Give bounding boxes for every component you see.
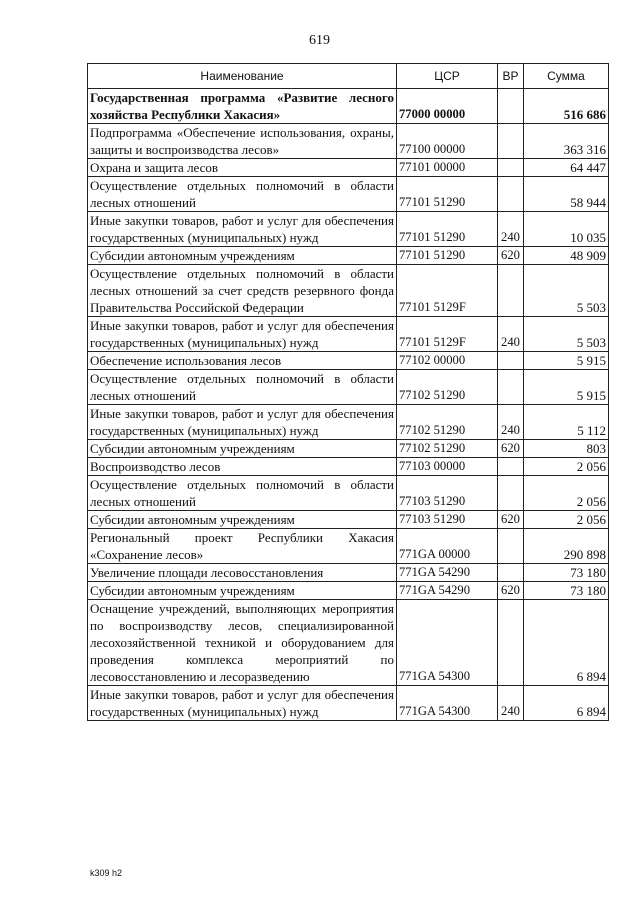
row-name: Осуществление отдельных полномочий в области лесных отношений xyxy=(88,177,397,212)
table-header-row xyxy=(88,64,609,89)
row-sum: 58 944 xyxy=(524,177,609,212)
table-row xyxy=(88,212,609,247)
table-row xyxy=(88,124,609,159)
table-body xyxy=(88,89,609,721)
row-csr: 77103 00000 xyxy=(397,458,498,476)
row-vr xyxy=(498,177,524,212)
row-vr: 240 xyxy=(498,405,524,440)
row-sum: 803 xyxy=(524,440,609,458)
row-vr xyxy=(498,159,524,177)
row-sum: 5 915 xyxy=(524,352,609,370)
row-sum: 290 898 xyxy=(524,529,609,564)
row-vr: 240 xyxy=(498,212,524,247)
row-csr: 77103 51290 xyxy=(397,511,498,529)
row-csr: 77101 00000 xyxy=(397,159,498,177)
row-csr: 771GA 54290 xyxy=(397,582,498,600)
table-row xyxy=(88,476,609,511)
row-csr: 77101 51290 xyxy=(397,177,498,212)
row-vr xyxy=(498,458,524,476)
row-name: Региональный проект Республики Хакасия «Сохранение лесов» xyxy=(88,529,397,564)
row-vr xyxy=(498,564,524,582)
row-name: Осуществление отдельных полномочий в области лесных отношений xyxy=(88,476,397,511)
row-sum: 2 056 xyxy=(524,511,609,529)
row-name: Осуществление отдельных полномочий в области лесных отношений за счет средств резервного фонда Правительства Российской Федерации xyxy=(88,265,397,317)
row-vr: 620 xyxy=(498,511,524,529)
row-name: Субсидии автономным учреждениям xyxy=(88,582,397,600)
table-row xyxy=(88,582,609,600)
budget-table xyxy=(87,63,609,721)
header-vr: ВР xyxy=(498,64,524,89)
row-sum: 2 056 xyxy=(524,476,609,511)
row-vr xyxy=(498,89,524,124)
row-sum: 73 180 xyxy=(524,582,609,600)
table-row xyxy=(88,511,609,529)
row-sum: 6 894 xyxy=(524,600,609,686)
row-name: Иные закупки товаров, работ и услуг для обеспечения государственных (муниципальных) нужд xyxy=(88,212,397,247)
row-csr: 77000 00000 xyxy=(397,89,498,124)
table-row xyxy=(88,177,609,212)
row-csr: 77101 5129F xyxy=(397,317,498,352)
row-csr: 771GA 54300 xyxy=(397,686,498,721)
row-name: Оснащение учреждений, выполняющих мероприятия по воспроизводству лесов, специализированной лесохозяйственной техникой и оборудованием для проведения комплекса мероприятий по лесовосстановлению и лесоразведению xyxy=(88,600,397,686)
table-row xyxy=(88,317,609,352)
row-name: Субсидии автономным учреждениям xyxy=(88,440,397,458)
row-name: Подпрограмма «Обеспечение использования, охраны, защиты и воспроизводства лесов» xyxy=(88,124,397,159)
row-vr xyxy=(498,476,524,511)
row-name: Субсидии автономным учреждениям xyxy=(88,511,397,529)
table-row xyxy=(88,600,609,686)
row-name: Субсидии автономным учреждениям xyxy=(88,247,397,265)
row-sum: 6 894 xyxy=(524,686,609,721)
row-vr xyxy=(498,265,524,317)
table-row xyxy=(88,458,609,476)
row-vr: 620 xyxy=(498,247,524,265)
table-row xyxy=(88,529,609,564)
row-csr: 77103 51290 xyxy=(397,476,498,511)
table-row xyxy=(88,405,609,440)
header-sum: Сумма xyxy=(524,64,609,89)
table-row xyxy=(88,89,609,124)
row-csr: 771GA 54290 xyxy=(397,564,498,582)
row-csr: 771GA 00000 xyxy=(397,529,498,564)
table-row xyxy=(88,440,609,458)
row-vr xyxy=(498,529,524,564)
header-csr: ЦСР xyxy=(397,64,498,89)
row-sum: 48 909 xyxy=(524,247,609,265)
table-row xyxy=(88,159,609,177)
row-csr: 77102 51290 xyxy=(397,370,498,405)
row-name: Иные закупки товаров, работ и услуг для обеспечения государственных (муниципальных) нужд xyxy=(88,686,397,721)
row-csr: 77101 51290 xyxy=(397,247,498,265)
row-csr: 77100 00000 xyxy=(397,124,498,159)
row-name: Осуществление отдельных полномочий в области лесных отношений xyxy=(88,370,397,405)
row-sum: 5 112 xyxy=(524,405,609,440)
row-csr: 77102 00000 xyxy=(397,352,498,370)
table-row xyxy=(88,352,609,370)
row-vr xyxy=(498,124,524,159)
row-csr: 77101 51290 xyxy=(397,212,498,247)
table-row xyxy=(88,247,609,265)
row-sum: 2 056 xyxy=(524,458,609,476)
row-vr xyxy=(498,352,524,370)
row-vr: 620 xyxy=(498,582,524,600)
row-csr: 771GA 54300 xyxy=(397,600,498,686)
row-vr: 240 xyxy=(498,686,524,721)
row-name: Обеспечение использования лесов xyxy=(88,352,397,370)
row-name: Увеличение площади лесовосстановления xyxy=(88,564,397,582)
row-csr: 77102 51290 xyxy=(397,440,498,458)
row-sum: 5 503 xyxy=(524,265,609,317)
table-row xyxy=(88,370,609,405)
row-name: Воспроизводство лесов xyxy=(88,458,397,476)
row-sum: 5 503 xyxy=(524,317,609,352)
row-csr: 77101 5129F xyxy=(397,265,498,317)
footer-code: k309 h2 xyxy=(90,868,123,878)
table-row xyxy=(88,686,609,721)
row-name: Иные закупки товаров, работ и услуг для обеспечения государственных (муниципальных) нужд xyxy=(88,405,397,440)
row-name: Государственная программа «Развитие лесного хозяйства Республики Хакасия» xyxy=(88,89,397,124)
row-name: Иные закупки товаров, работ и услуг для обеспечения государственных (муниципальных) нужд xyxy=(88,317,397,352)
header-name: Наименование xyxy=(88,64,397,89)
row-sum: 363 316 xyxy=(524,124,609,159)
row-sum: 73 180 xyxy=(524,564,609,582)
row-csr: 77102 51290 xyxy=(397,405,498,440)
row-name: Охрана и защита лесов xyxy=(88,159,397,177)
row-vr xyxy=(498,600,524,686)
page-number: 619 xyxy=(309,33,330,48)
row-vr xyxy=(498,370,524,405)
row-sum: 64 447 xyxy=(524,159,609,177)
table-row xyxy=(88,265,609,317)
row-vr: 620 xyxy=(498,440,524,458)
row-sum: 10 035 xyxy=(524,212,609,247)
row-sum: 516 686 xyxy=(524,89,609,124)
row-sum: 5 915 xyxy=(524,370,609,405)
row-vr: 240 xyxy=(498,317,524,352)
table-row xyxy=(88,564,609,582)
